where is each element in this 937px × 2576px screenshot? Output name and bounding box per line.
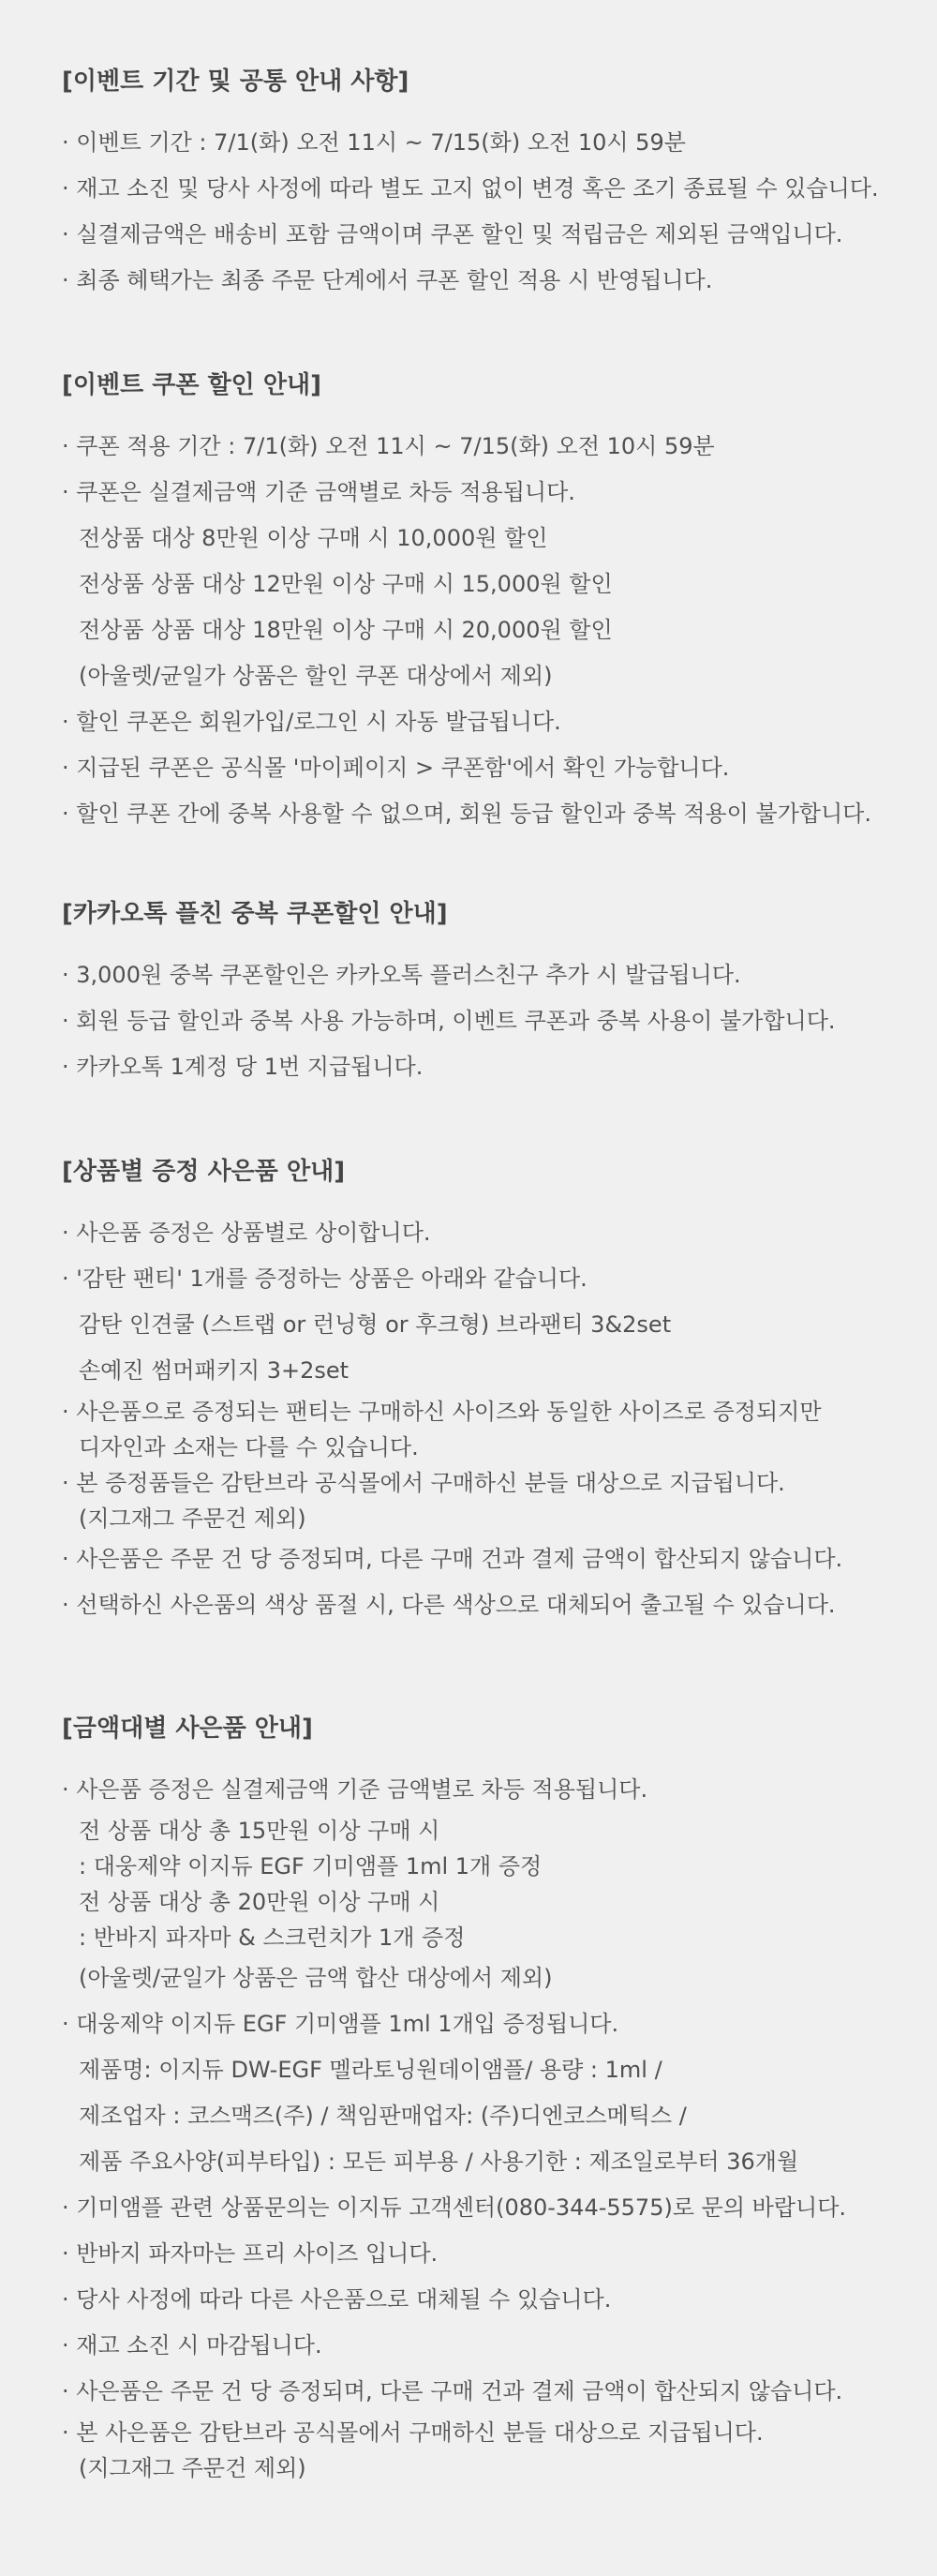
notice-bullet-item: · 선택하신 사은품의 색상 품절 시, 다른 색상으로 대체되어 출고될 수 있습니다. <box>62 1592 836 1618</box>
section-title: [금액대별 사은품 안내] <box>62 1715 313 1743</box>
notice-sub-item: 제품명: 이지듀 DW-EGF 멜라토닝원데이앰플/ 용량 : 1ml / <box>79 2057 662 2083</box>
notice-bullet-item: · 카카오톡 1계정 당 1번 지급됩니다. <box>62 1054 424 1080</box>
notice-bullet-item: · 이벤트 기간 : 7/1(화) 오전 11시 ~ 7/15(화) 오전 10시 59분 <box>62 129 686 156</box>
notice-sub-item: 제품 주요사양(피부타입) : 모든 피부용 / 사용기한 : 제조일로부터 36개월 <box>79 2149 799 2175</box>
notice-bullet-item: · 할인 쿠폰은 회원가입/로그인 시 자동 발급됩니다. <box>62 709 561 735</box>
section-title: [카카오톡 플친 중복 쿠폰할인 안내] <box>62 900 448 928</box>
notice-bullet-item: · 지급된 쿠폰은 공식몰 '마이페이지 > 쿠폰함'에서 확인 가능합니다. <box>62 755 730 781</box>
notice-bullet-item: · 대웅제약 이지듀 EGF 기미앰플 1ml 1개입 증정됩니다. <box>62 2011 619 2037</box>
notice-bullet-item: · 사은품으로 증정되는 팬티는 구매하신 사이즈와 동일한 사이즈로 증정되지만 <box>62 1399 822 1425</box>
section-amount-gift <box>62 1713 905 2486</box>
section-coupon-discount <box>62 369 905 837</box>
notice-sub-item: (지그재그 주문건 제외) <box>79 2455 306 2481</box>
notice-list <box>62 1767 905 2486</box>
section-title: [이벤트 쿠폰 할인 안내] <box>62 371 321 399</box>
notice-bullet-item: · 사은품 증정은 실결제금액 기준 금액별로 차등 적용됩니다. <box>62 1776 648 1803</box>
notice-bullet-item: · 쿠폰은 실결제금액 기준 금액별로 차등 적용됩니다. <box>62 479 575 505</box>
section-title: [상품별 증정 사은품 안내] <box>62 1158 346 1186</box>
notice-list <box>62 120 905 304</box>
notice-sub-item: : 대웅제약 이지듀 EGF 기미앰플 1ml 1개 증정 <box>79 1853 543 1880</box>
notice-bullet-item: · 할인 쿠폰 간에 중복 사용할 수 없으며, 회원 등급 할인과 중복 적용이 불가합니다. <box>62 801 871 827</box>
notice-bullet-item: · 사은품 증정은 상품별로 상이합니다. <box>62 1220 431 1246</box>
notice-bullet-item: · 반바지 파자마는 프리 사이즈 입니다. <box>62 2240 439 2267</box>
notice-bullet-item: · 본 사은품은 감탄브라 공식몰에서 구매하신 분들 대상으로 지급됩니다. <box>62 2419 764 2446</box>
notice-bullet-item: · 사은품은 주문 건 당 증정되며, 다른 구매 건과 결제 금액이 합산되지 않습니다. <box>62 1546 843 1572</box>
notice-sub-item: 손예진 썸머패키지 3+2set <box>79 1357 350 1384</box>
notice-sub-item: (지그재그 주문건 제외) <box>79 1505 306 1532</box>
notice-sub-item: 전 상품 대상 총 20만원 이상 구매 시 <box>79 1889 440 1915</box>
notice-bullet-item: · 재고 소진 및 당사 사정에 따라 별도 고지 없이 변경 혹은 조기 종료될 수 있습니다. <box>62 175 879 202</box>
notice-bullet-item: · 재고 소진 시 마감됩니다. <box>62 2332 322 2359</box>
notice-sub-item: : 반바지 파자마 & 스크런치가 1개 증정 <box>79 1925 466 1951</box>
section-product-gift <box>62 1156 905 1628</box>
section-kakaotalk-coupon <box>62 898 905 1090</box>
notice-sub-item: 제조업자 : 코스맥즈(주) / 책임판매업자: (주)디엔코스메틱스 / <box>79 2103 687 2129</box>
notice-bullet-item: · 실결제금액은 배송비 포함 금액이며 쿠폰 할인 및 적립금은 제외된 금액입니다. <box>62 221 843 247</box>
section-event-period <box>62 66 905 304</box>
notice-sub-item: 전상품 대상 8만원 이상 구매 시 10,000원 할인 <box>79 525 548 551</box>
notice-sub-item: 디자인과 소재는 다를 수 있습니다. <box>79 1434 419 1460</box>
notice-sub-item: (아울렛/균일가 상품은 금액 합산 대상에서 제외) <box>79 1965 553 1991</box>
notice-bullet-item: · 3,000원 중복 쿠폰할인은 카카오톡 플러스친구 추가 시 발급됩니다. <box>62 962 741 988</box>
notice-bullet-item: · 사은품은 주문 건 당 증정되며, 다른 구매 건과 결제 금액이 합산되지 않습니다. <box>62 2378 843 2404</box>
notice-list <box>62 1210 905 1628</box>
notice-list <box>62 952 905 1090</box>
notice-bullet-item: · 최종 혜택가는 최종 주문 단계에서 쿠폰 할인 적용 시 반영됩니다. <box>62 267 713 293</box>
notice-sub-item: 전상품 상품 대상 18만원 이상 구매 시 20,000원 할인 <box>79 617 613 643</box>
notice-sub-item: 감탄 인견쿨 (스트랩 or 런닝형 or 후크형) 브라팬티 3&2set <box>79 1311 672 1338</box>
notice-bullet-item: · 기미앰플 관련 상품문의는 이지듀 고객센터(080-344-5575)로 문의 바랍니다. <box>62 2194 847 2221</box>
notice-bullet-item: · 회원 등급 할인과 중복 사용 가능하며, 이벤트 쿠폰과 중복 사용이 불가합니다. <box>62 1008 836 1034</box>
notice-bullet-item: · '감탄 팬티' 1개를 증정하는 상품은 아래와 같습니다. <box>62 1266 587 1292</box>
notice-list <box>62 424 905 837</box>
section-title: [이벤트 기간 및 공통 안내 사항] <box>62 67 409 96</box>
notice-bullet-item: · 본 증정품들은 감탄브라 공식몰에서 구매하신 분들 대상으로 지급됩니다. <box>62 1470 785 1496</box>
notice-sub-item: 전 상품 대상 총 15만원 이상 구매 시 <box>79 1818 440 1844</box>
notice-sub-item: (아울렛/균일가 상품은 할인 쿠폰 대상에서 제외) <box>79 663 553 689</box>
notice-bullet-item: · 쿠폰 적용 기간 : 7/1(화) 오전 11시 ~ 7/15(화) 오전 10시 59분 <box>62 433 715 459</box>
notice-sub-item: 전상품 상품 대상 12만원 이상 구매 시 15,000원 할인 <box>79 571 613 597</box>
notice-bullet-item: · 당사 사정에 따라 다른 사은품으로 대체될 수 있습니다. <box>62 2286 612 2313</box>
